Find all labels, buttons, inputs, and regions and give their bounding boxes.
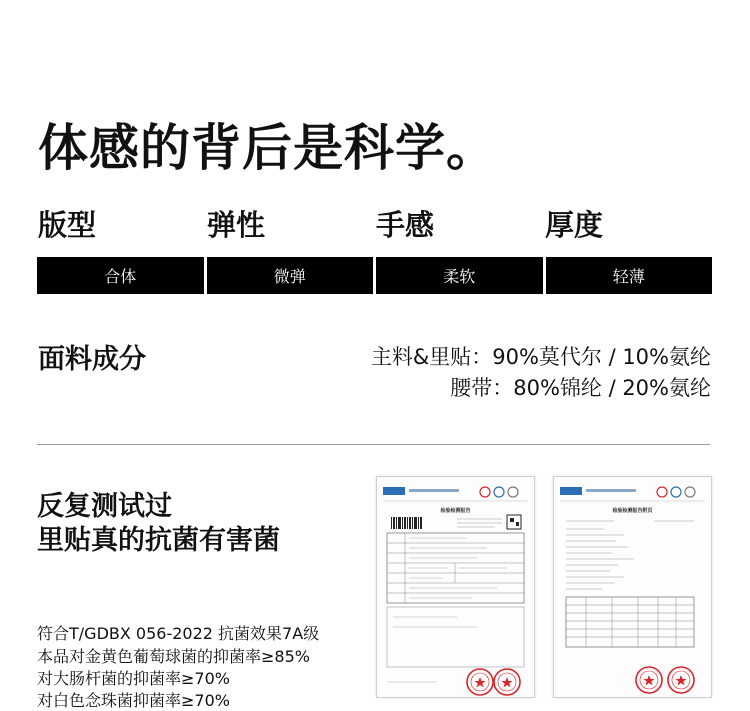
testing-title-line2: 里贴真的抗菌有害菌 xyxy=(37,525,280,556)
testing-line-candida: 对白色念珠菌抑菌率≥70% xyxy=(37,691,230,710)
page-headline: 体感的背后是科学。 xyxy=(38,119,497,177)
attr-value-handfeel: 柔软 xyxy=(376,257,543,294)
testing-title-line1: 反复测试过 xyxy=(37,491,172,522)
attr-value-thickness: 轻薄 xyxy=(546,257,713,294)
fabric-title: 面料成分 xyxy=(38,344,146,375)
fabric-line-main: 主料&里贴：90%莫代尔 / 10%氨纶 xyxy=(370,345,711,369)
testing-line-staph: 本品对金黄色葡萄球菌的抑菌率≥85% xyxy=(37,647,310,666)
testing-line-ecoli: 对大肠杆菌的抑菌率≥70% xyxy=(37,669,230,688)
attr-value-fit: 合体 xyxy=(37,257,204,294)
attr-label-thickness: 厚度 xyxy=(545,208,604,242)
attr-label-handfeel: 手感 xyxy=(376,208,435,242)
test-report-document xyxy=(376,476,535,698)
attribute-value-bar xyxy=(37,257,712,294)
attr-label-fit: 版型 xyxy=(38,208,97,242)
testing-line-standard: 符合T/GDBX 056-2022 抗菌效果7A级 xyxy=(37,624,320,643)
attr-value-elasticity: 微弹 xyxy=(207,257,374,294)
fabric-line-waistband: 腰带：80%锦纶 / 20%氨纶 xyxy=(450,376,711,400)
test-report-appendix-document xyxy=(553,476,712,698)
test-report-title: 检验检测报告 xyxy=(440,508,471,514)
section-divider xyxy=(37,444,710,445)
attr-label-elasticity: 弹性 xyxy=(207,208,266,242)
test-report-appendix-title: 检验检测报告附页 xyxy=(612,508,653,514)
